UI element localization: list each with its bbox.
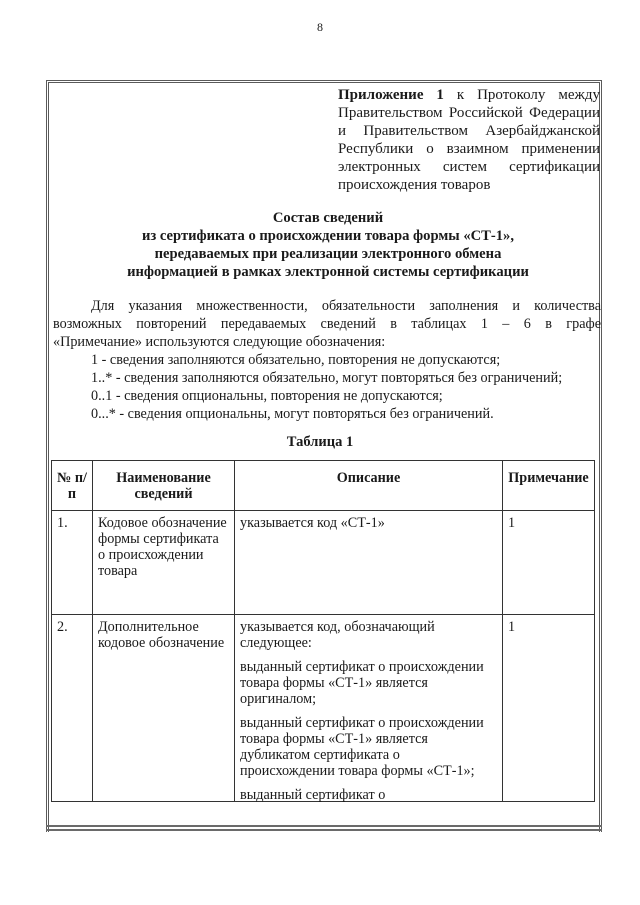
data-table bbox=[51, 460, 595, 802]
notation-item: 1 - сведения заполняются обязательно, повторения не допускаются; bbox=[91, 352, 501, 368]
cell-num: 2. bbox=[52, 615, 93, 802]
intro-paragraph-line: возможных повторений передаваемых сведений в таблицах 1 – 6 в графе bbox=[53, 316, 601, 332]
notation-item: 0...* - сведения опциональны, могут повторяться без ограничений. bbox=[91, 406, 494, 422]
header-num: № п/п bbox=[52, 461, 93, 511]
header-note: Примечание bbox=[503, 461, 595, 511]
cell-name: Кодовое обозначение формы сертификата о происхождении товара bbox=[93, 511, 235, 615]
appendix-line: Республики о взаимном применении bbox=[338, 141, 600, 157]
description-paragraph: выданный сертификат о bbox=[240, 787, 386, 803]
title-line: информацией в рамках электронной системы сертификации bbox=[127, 264, 529, 280]
intro-paragraph bbox=[53, 297, 601, 351]
appendix-reference bbox=[338, 86, 600, 194]
appendix-line: Правительством Российской Федерации bbox=[338, 105, 600, 121]
header-description: Описание bbox=[235, 461, 503, 511]
appendix-line: электронных систем сертификации bbox=[338, 159, 600, 175]
table-header-row bbox=[52, 461, 595, 511]
title-line: Состав сведений bbox=[272, 210, 384, 226]
table-row bbox=[52, 511, 595, 615]
description-paragraph: указывается код, обозначающий следующее: bbox=[240, 619, 435, 651]
description-paragraph: выданный сертификат о происхождении товара формы «СТ-1» является дубликатом сертификата о происхождении товара формы «СТ-1»; bbox=[240, 715, 484, 779]
document-title bbox=[70, 209, 586, 281]
appendix-line: и Правительством Азербайджанской bbox=[338, 123, 600, 139]
table-row bbox=[52, 615, 595, 802]
title-line: передаваемых при реализации электронного обмена bbox=[154, 246, 502, 262]
cell-name: Дополнительное кодовое обозначение bbox=[93, 615, 235, 802]
page-frame-bottom bbox=[46, 825, 602, 831]
page-number: 8 bbox=[317, 20, 323, 34]
intro-paragraph-line: Для указания множественности, обязательности заполнения и количества bbox=[91, 298, 601, 314]
table-caption: Таблица 1 bbox=[286, 434, 354, 450]
description-paragraph: выданный сертификат о происхождении товара формы «СТ-1» является оригиналом; bbox=[240, 659, 484, 707]
appendix-line: Приложение 1 к Протоколу между bbox=[338, 87, 600, 103]
description-paragraph: указывается код «СТ-1» bbox=[240, 515, 385, 531]
cell-num: 1. bbox=[52, 511, 93, 615]
notation-item: 0..1 - сведения опциональны, повторения не допускаются; bbox=[91, 388, 443, 404]
cell-note: 1 bbox=[503, 511, 595, 615]
intro-paragraph-line: «Примечание» используются следующие обозначения: bbox=[53, 334, 386, 350]
appendix-line: происхождения товаров bbox=[338, 177, 491, 193]
cell-description bbox=[235, 511, 503, 615]
title-line: из сертификата о происхождении товара формы «СТ-1», bbox=[141, 228, 514, 244]
cell-description bbox=[235, 615, 503, 802]
intro-text bbox=[53, 297, 601, 423]
header-name: Наименование сведений bbox=[93, 461, 235, 511]
notation-item: 1..* - сведения заполняются обязательно, могут повторяться без ограничений; bbox=[91, 370, 563, 386]
cell-note: 1 bbox=[503, 615, 595, 802]
